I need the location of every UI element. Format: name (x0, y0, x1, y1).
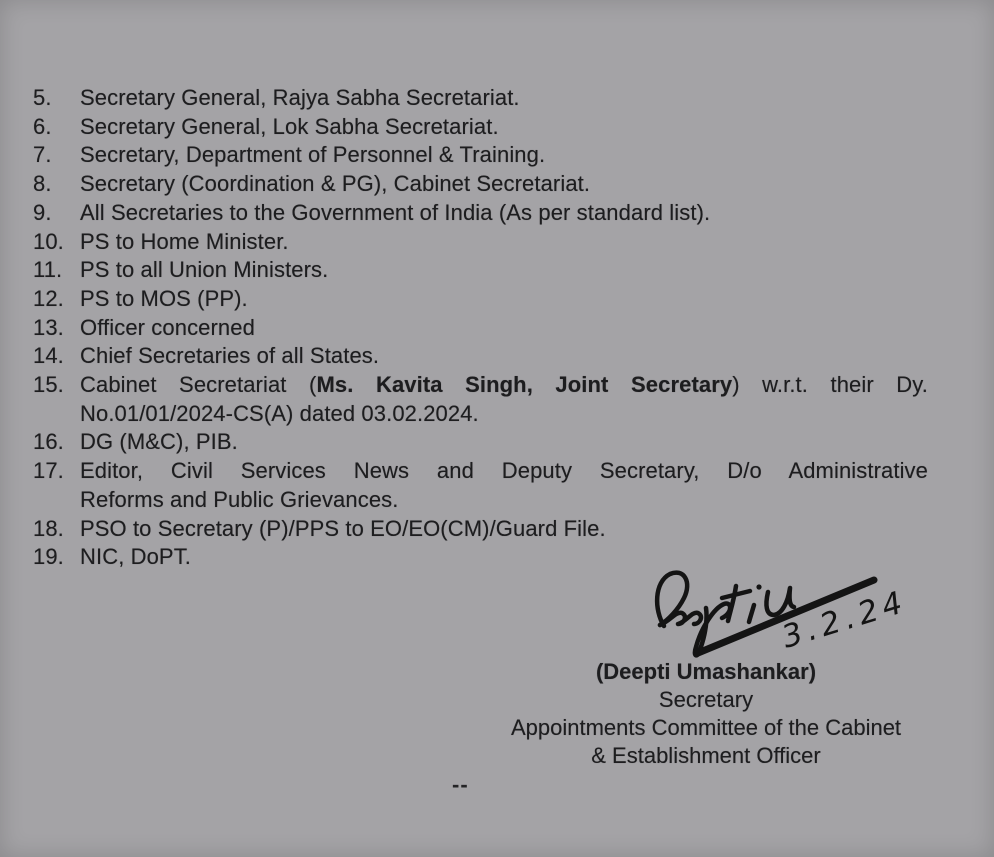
list-item-text: PS to MOS (PP). (80, 285, 248, 311)
list-item-line1: Editor, Civil Services News and Deputy Secretary, D/o Administrative (80, 458, 928, 484)
list-item-text: NIC, DoPT. (80, 544, 192, 570)
list-item-text: PS to Home Minister. (80, 228, 289, 254)
list-item-text: Secretary, Department of Personnel & Training. (80, 142, 546, 168)
distribution-list (33, 84, 928, 572)
list-item (33, 457, 928, 514)
list-item-number: 18. (33, 515, 64, 541)
list-item-number: 7. (33, 142, 52, 168)
list-item-line2: No.01/01/2024-CS(A) dated 03.02.2024. (80, 400, 479, 426)
list-item (33, 84, 928, 113)
list-item-text-segment: Cabinet Secretariat ( (80, 372, 317, 398)
list-item (33, 285, 928, 314)
list-item-line2: Reforms and Public Grievances. (80, 486, 399, 512)
list-item (33, 199, 928, 228)
list-item-number: 12. (33, 285, 64, 311)
page-marker: -- (452, 772, 469, 797)
list-item (33, 170, 928, 199)
list-item-text: Secretary General, Lok Sabha Secretariat. (80, 113, 499, 139)
list-item-number: 13. (33, 314, 64, 340)
list-item-text: PSO to Secretary (P)/PPS to EO/EO(CM)/Guard File. (80, 515, 606, 541)
list-item-text: DG (M&C), PIB. (80, 429, 238, 455)
handwritten-signature (618, 548, 930, 666)
list-item (33, 256, 928, 285)
list-item (33, 515, 928, 544)
list-item-text: All Secretaries to the Government of India (As per standard list). (80, 199, 711, 225)
signature-block (446, 658, 966, 770)
list-item-number: 11. (33, 257, 63, 283)
list-item-text-segment: ) w.r.t. their Dy. (732, 372, 928, 398)
list-item-number: 15. (33, 372, 64, 398)
list-item-number: 8. (33, 171, 52, 197)
list-item-text (80, 371, 928, 428)
list-item (33, 228, 928, 257)
list-item (33, 428, 928, 457)
signatory-name: (Deepti Umashankar) (595, 659, 817, 684)
signatory-organization-line2: & Establishment Officer (591, 743, 821, 768)
signature-date: 3.2.24 (777, 583, 912, 656)
list-item-number: 5. (33, 85, 52, 110)
list-item (33, 141, 928, 170)
list-item (33, 113, 928, 142)
list-item-line1 (80, 371, 928, 400)
list-item-number: 16. (33, 429, 64, 455)
list-item-text: Chief Secretaries of all States. (80, 343, 380, 369)
list-item-number: 10. (33, 228, 64, 254)
signatory-designation: Secretary (658, 687, 754, 712)
signatory-organization-line1: Appointments Committee of the Cabinet (510, 715, 902, 740)
list-item (33, 314, 928, 343)
list-item-number: 9. (33, 199, 52, 225)
list-item-number: 14. (33, 343, 64, 369)
list-item-number: 6. (33, 113, 52, 139)
list-item-number: 17. (33, 458, 64, 484)
list-item-text: PS to all Union Ministers. (80, 257, 329, 283)
list-item-number: 19. (33, 544, 64, 570)
list-item-text (80, 457, 928, 514)
list-item-text: Secretary (Coordination & PG), Cabinet Secretariat. (80, 171, 591, 197)
list-item (33, 342, 928, 371)
list-item-text: Secretary General, Rajya Sabha Secretariat. (80, 85, 520, 110)
list-item (33, 371, 928, 428)
list-item-text: Officer concerned (80, 314, 255, 340)
list-item-bold-segment: Ms. Kavita Singh, Joint Secretary (316, 372, 733, 398)
